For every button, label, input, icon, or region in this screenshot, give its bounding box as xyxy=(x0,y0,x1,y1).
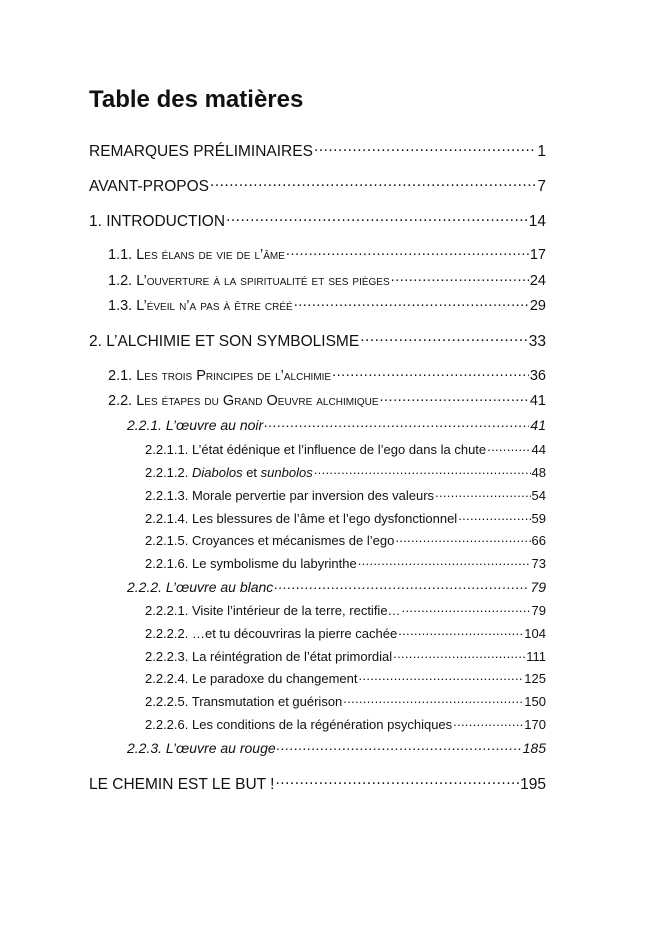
toc-entry-word-sunbolos: sunbolos xyxy=(260,464,313,480)
toc-entry-label: 2.2.1.5. Croyances et mécanismes de l’ego xyxy=(145,532,395,548)
toc-entry-page: 125 xyxy=(524,670,546,686)
toc-entry-page: 14 xyxy=(528,213,546,231)
dot-leader xyxy=(210,175,536,191)
toc-entry-remarques[interactable] xyxy=(89,140,546,161)
toc-entry-label: 2.2.2.3. La réintégration de l’état primordial xyxy=(145,648,393,664)
toc-entry-2-2-1-2[interactable] xyxy=(145,463,546,480)
dot-leader xyxy=(358,554,531,568)
toc-entry-2-2-1-6[interactable] xyxy=(145,554,546,571)
toc-entry-label xyxy=(145,465,313,480)
toc-entry-page: 185 xyxy=(522,739,546,756)
toc-entry-label: 2.2.2.6. Les conditions de la régénération psychiques xyxy=(145,716,453,732)
toc-entry-label: 2.2.1.6. Le symbolisme du labyrinthe xyxy=(145,555,357,571)
toc-entry-2-2-1-3[interactable] xyxy=(145,486,546,503)
toc-entry-page: 1 xyxy=(537,143,546,161)
dot-leader xyxy=(487,440,530,454)
toc-entry-label: 2.2.2.1. Visite l’intérieur de la terre, rectifie… xyxy=(145,602,401,618)
dot-leader xyxy=(264,415,529,430)
toc-entry-page: 17 xyxy=(529,247,546,264)
toc-entry-conjunction: et xyxy=(242,464,261,480)
toc-entry-page: 73 xyxy=(531,555,546,571)
toc-entry-page: 7 xyxy=(537,178,546,196)
dot-leader xyxy=(391,270,529,285)
toc-entry-page: 29 xyxy=(529,298,546,315)
dot-leader xyxy=(359,669,524,683)
toc-entry-page: 59 xyxy=(531,510,546,526)
dot-leader xyxy=(435,486,530,500)
dot-leader xyxy=(453,715,523,729)
toc-entry-page: 33 xyxy=(528,333,546,351)
toc-entry-2-1[interactable] xyxy=(108,365,546,384)
dot-leader xyxy=(395,531,530,545)
toc-entry-label: 2.1. Les trois Principes de l’alchimie xyxy=(108,368,332,385)
toc-entry-page: 41 xyxy=(529,393,546,410)
toc-entry-page: 44 xyxy=(531,441,546,457)
toc-entry-label: 2.2.3. L’œuvre au rouge xyxy=(127,739,276,756)
toc-entry-label: REMARQUES PRÉLIMINAIRES xyxy=(89,143,313,161)
toc-entry-label: 2.2.1. L’œuvre au noir xyxy=(127,416,264,433)
dot-leader xyxy=(314,463,531,477)
toc-entry-label: 2.2.2.2. …et tu découvriras la pierre cachée xyxy=(145,625,398,641)
toc-entry-avant-propos[interactable] xyxy=(89,175,546,196)
toc-entry-label: LE CHEMIN EST LE BUT ! xyxy=(89,776,275,794)
dot-leader xyxy=(274,577,529,592)
toc-entry-label: 2.2.2. L’œuvre au blanc xyxy=(127,578,274,595)
toc-entry-label: 1.1. Les élans de vie de l’âme xyxy=(108,247,285,264)
toc-entry-1-1[interactable] xyxy=(108,244,546,263)
toc-entry-label: 2.2.2.5. Transmutation et guérison xyxy=(145,693,343,709)
toc-entry-2-2[interactable] xyxy=(108,390,546,409)
toc-entry-2-2-2-6[interactable] xyxy=(145,715,546,732)
toc-entry-page: 195 xyxy=(520,776,546,794)
toc-entry-chemin[interactable] xyxy=(89,773,546,794)
dot-leader xyxy=(343,692,523,706)
toc-entry-introduction[interactable] xyxy=(89,210,546,231)
toc-entry-word-diabolos: Diabolos xyxy=(191,464,243,480)
toc-entry-number: 2.2.1.2. xyxy=(145,464,192,480)
page-title: Table des matières xyxy=(89,86,304,113)
toc-entry-label: 2.2.2.4. Le paradoxe du changement xyxy=(145,670,358,686)
dot-leader xyxy=(458,509,530,523)
toc-entry-2-2-1-1[interactable] xyxy=(145,440,546,457)
dot-leader xyxy=(286,244,529,259)
toc-entry-label: AVANT-PROPOS xyxy=(89,178,210,196)
toc-entry-page: 36 xyxy=(529,368,546,385)
toc-entry-2-2-1-4[interactable] xyxy=(145,509,546,526)
dot-leader xyxy=(275,773,519,789)
toc-entry-label: 2.2.1.4. Les blessures de l’âme et l’ego dysfonctionnel xyxy=(145,510,458,526)
dot-leader xyxy=(393,647,525,661)
toc-entry-page: 41 xyxy=(530,416,546,433)
toc-entry-2-2-2-4[interactable] xyxy=(145,669,546,686)
toc-entry-2-2-2-1[interactable] xyxy=(145,601,546,618)
toc-entry-2-2-1[interactable] xyxy=(127,415,546,433)
toc-entry-label: 1. INTRODUCTION xyxy=(89,213,226,231)
toc-entry-2-2-2-5[interactable] xyxy=(145,692,546,709)
dot-leader xyxy=(360,330,528,346)
dot-leader xyxy=(314,140,536,156)
toc-entry-page: 48 xyxy=(531,464,546,480)
dot-leader xyxy=(332,365,529,380)
toc-entry-page: 111 xyxy=(526,648,546,664)
toc-entry-page: 54 xyxy=(531,487,546,503)
toc-entry-label: 2. L’ALCHIMIE ET SON SYMBOLISME xyxy=(89,333,360,351)
toc-entry-1-3[interactable] xyxy=(108,295,546,314)
dot-leader xyxy=(226,210,528,226)
toc-entry-2-2-3[interactable] xyxy=(127,738,546,756)
toc-entry-2-2-2-2[interactable] xyxy=(145,624,546,641)
dot-leader xyxy=(398,624,523,638)
toc-entry-label: 2.2.1.1. L’état édénique et l’influence de l’ego dans la chute xyxy=(145,441,487,457)
toc-entry-2-2-2[interactable] xyxy=(127,577,546,595)
toc-entry-label: 2.2.1.3. Morale pervertie par inversion des valeurs xyxy=(145,487,435,503)
toc-entry-alchimie[interactable] xyxy=(89,330,546,351)
dot-leader xyxy=(402,601,531,615)
dot-leader xyxy=(380,390,529,405)
toc-entry-page: 66 xyxy=(531,532,546,548)
dot-leader xyxy=(294,295,529,310)
dot-leader xyxy=(277,738,522,753)
toc-entry-page: 24 xyxy=(529,273,546,290)
toc-entry-page: 150 xyxy=(524,693,546,709)
toc-entry-page: 79 xyxy=(531,602,546,618)
toc-entry-label: 2.2. Les étapes du Grand Oeuvre alchimique xyxy=(108,393,379,410)
toc-entry-2-2-2-3[interactable] xyxy=(145,647,546,664)
toc-entry-label: 1.3. L’éveil n’a pas à être créé xyxy=(108,298,293,315)
toc-entry-1-2[interactable] xyxy=(108,270,546,289)
toc-entry-page: 104 xyxy=(524,625,546,641)
toc-entry-2-2-1-5[interactable] xyxy=(145,531,546,548)
toc-entry-page: 79 xyxy=(530,578,546,595)
toc-entry-label: 1.2. L’ouverture à la spiritualité et ses pièges xyxy=(108,273,390,290)
toc-entry-page: 170 xyxy=(524,716,546,732)
